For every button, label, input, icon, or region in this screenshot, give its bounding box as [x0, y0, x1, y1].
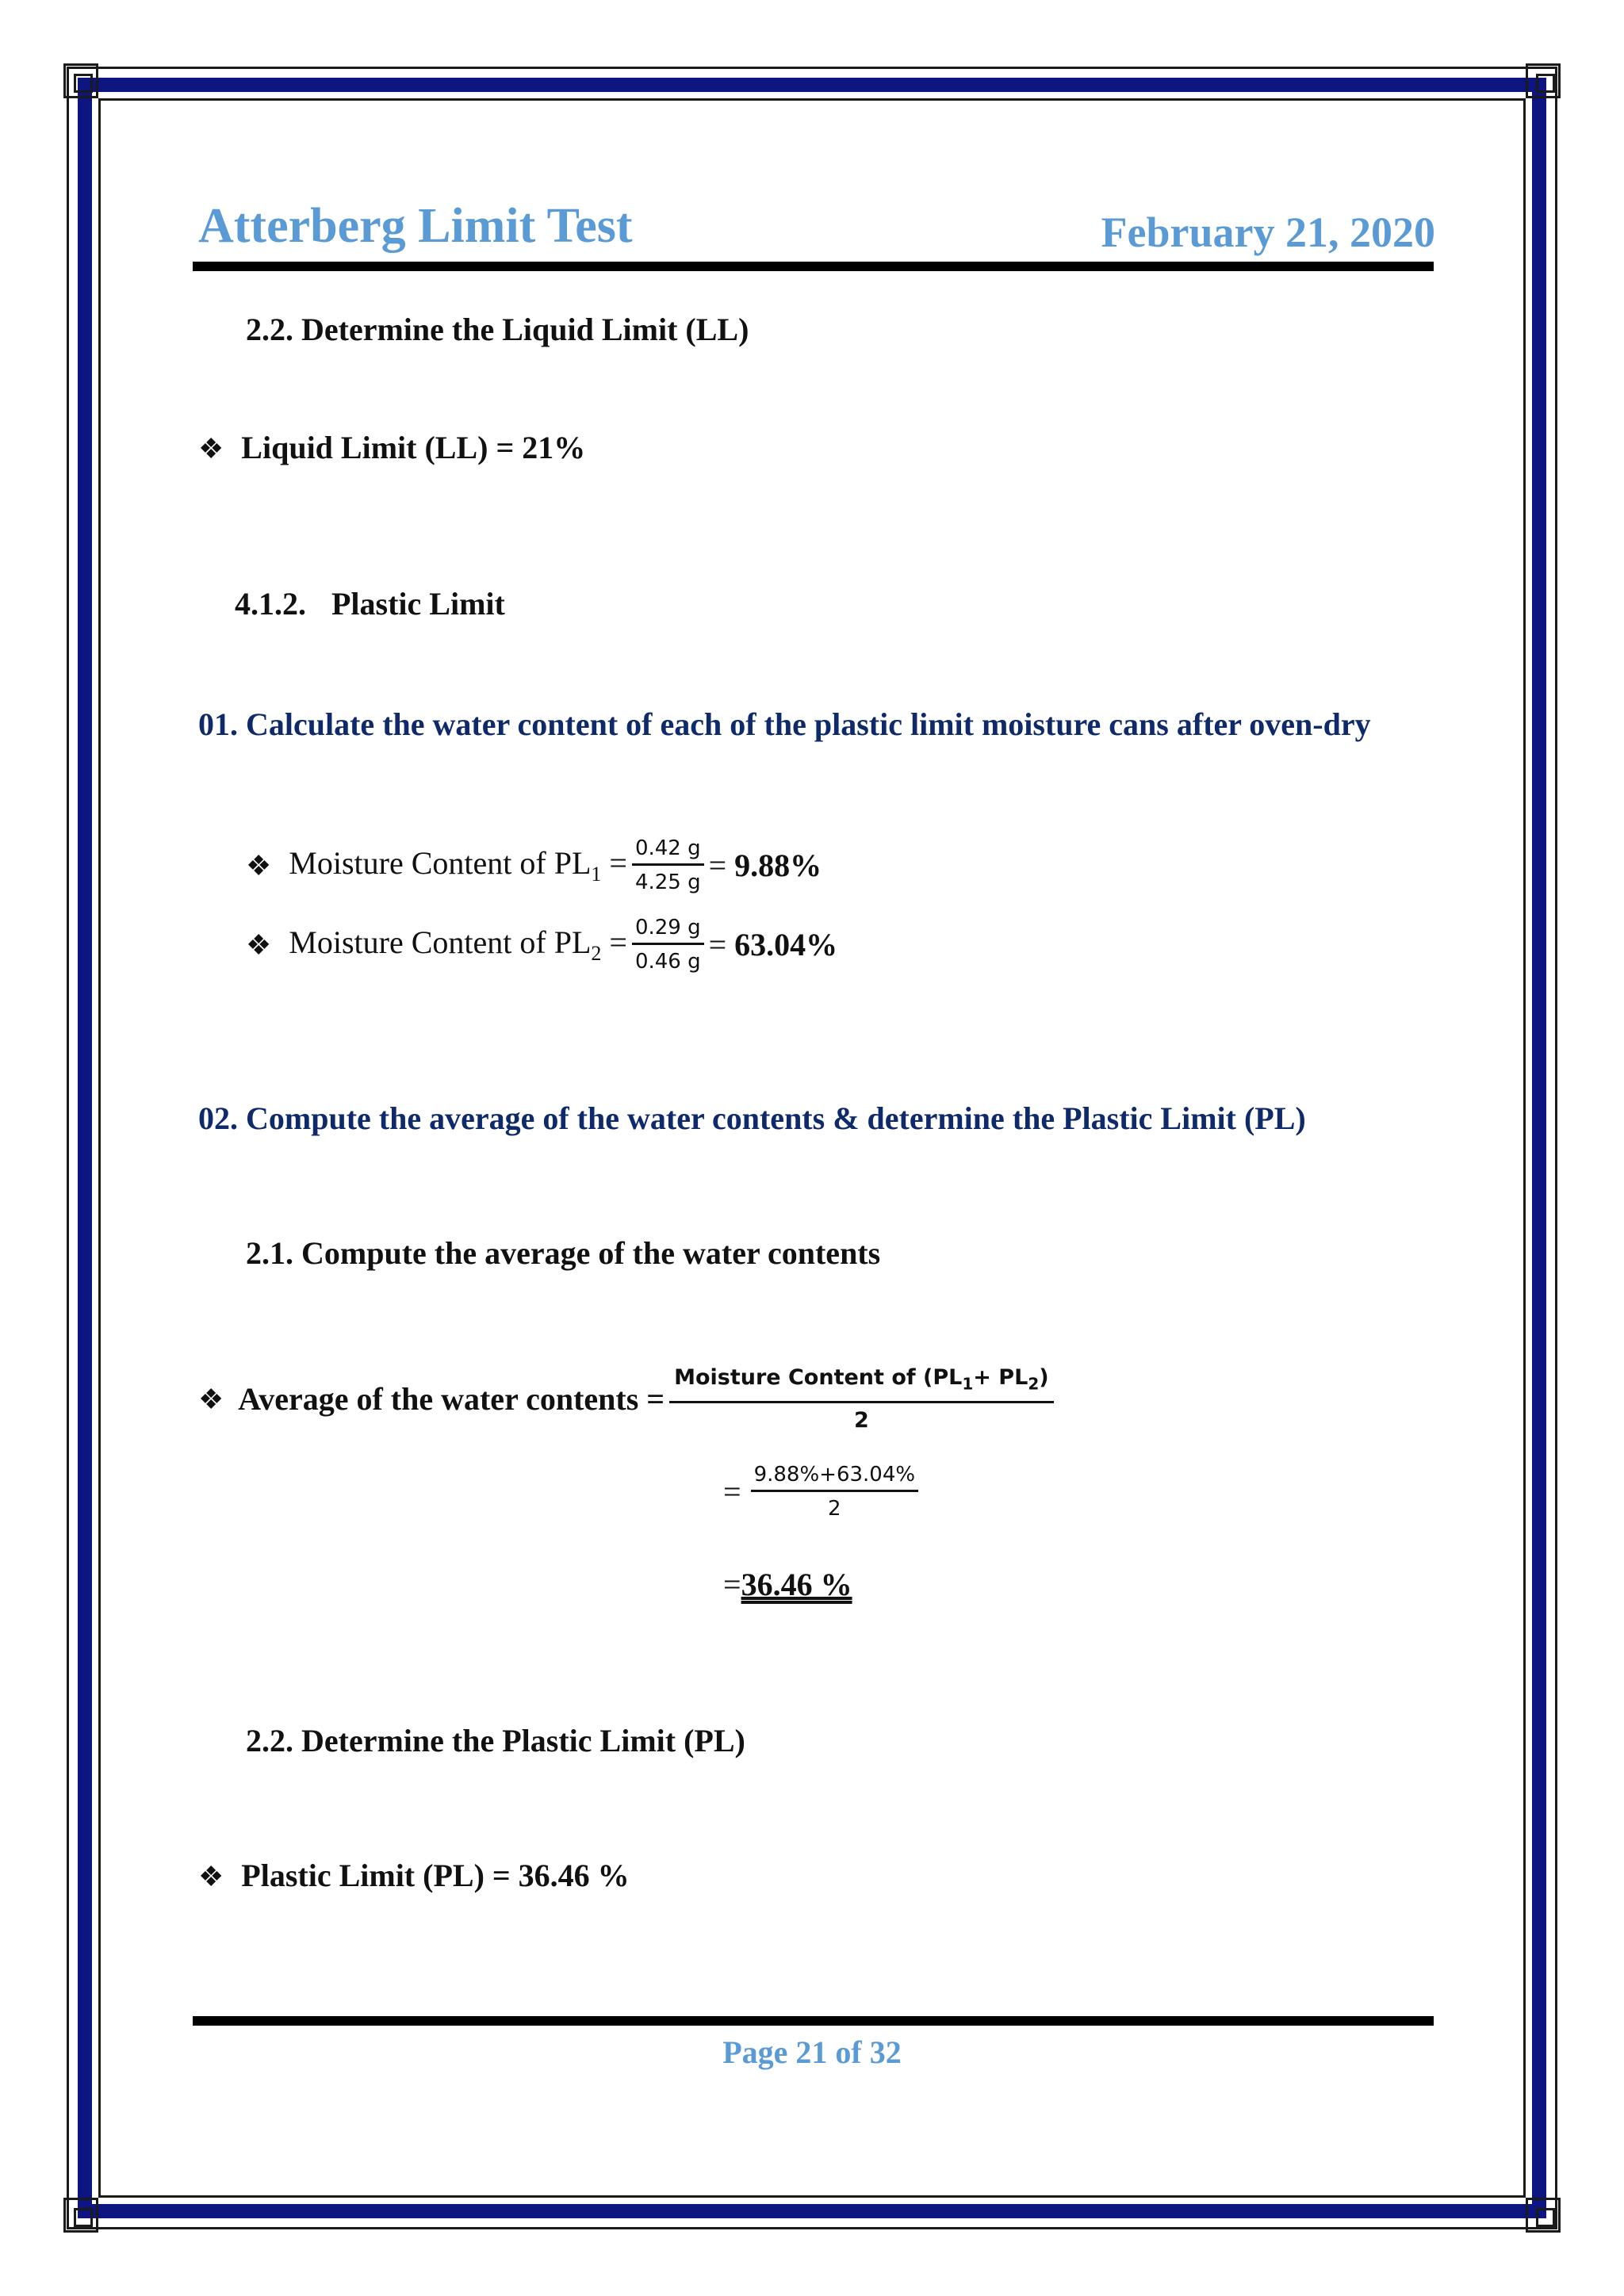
ll-result: Liquid Limit (LL) = 21%: [241, 430, 586, 465]
pl-result-row: [198, 1857, 630, 1894]
step2-heading: 02. Compute the average of the water contents & determine the Plastic Limit (PL): [198, 1100, 1306, 1136]
mc2-denominator: 0.46 g: [634, 950, 701, 974]
mc1-result: 9.88%: [734, 848, 822, 883]
avg-substitution-row: = $\frac{9.88\%+63.04\%}{2}$: [723, 1463, 923, 1521]
pl-section-title: Plastic Limit: [331, 586, 505, 622]
mc2-label: Moisture Content of PL: [289, 924, 592, 960]
corner-ornament-top-left: [63, 63, 98, 98]
diamond-bullet-icon: ❖: [246, 928, 272, 961]
ll-result-row: [198, 429, 585, 466]
avg-substitution-numerator: 9.88%+63.04%: [751, 1463, 919, 1492]
pl-heading: 2.2. Determine the Plastic Limit (PL): [246, 1723, 745, 1758]
avg-heading: 2.1. Compute the average of the water contents: [246, 1235, 881, 1271]
avg-row: [198, 1365, 1059, 1433]
avg-label: Average of the water contents =: [238, 1381, 665, 1418]
header-rule: [193, 262, 1434, 271]
avg-substitution-denominator: 2: [828, 1497, 841, 1521]
corner-ornament-bottom-right: [1526, 2198, 1561, 2233]
document-date: February 21, 2020: [1101, 209, 1435, 256]
footer-rule: [193, 2016, 1434, 2026]
avg-result: 36.46 %: [741, 1567, 852, 1602]
avg-formula: $\frac{Moisture Content of (PL_1+ PL_2)}{2}$: [669, 1365, 1053, 1433]
mc2-fraction: [632, 916, 704, 974]
corner-ornament-bottom-left: [63, 2198, 98, 2233]
avg-formula-numerator: Moisture Content of (PL: [674, 1365, 963, 1390]
diamond-bullet-icon: ❖: [198, 433, 224, 465]
pl-result: Plastic Limit (PL) = 36.46 %: [241, 1858, 630, 1893]
pl-section-number: 4.1.2.: [235, 586, 306, 622]
diamond-bullet-icon: ❖: [198, 1383, 224, 1415]
mc1-numerator: 0.42 g: [632, 836, 704, 866]
page-number: Page 21 of 32: [722, 2034, 902, 2070]
mc1-label: Moisture Content of PL: [289, 845, 592, 881]
avg-result-row: =36.46 %: [723, 1567, 852, 1602]
corner-ornament-top-right: [1526, 63, 1561, 98]
avg-substitution: [751, 1463, 919, 1521]
diamond-bullet-icon: ❖: [198, 1861, 224, 1892]
mc2-subscript: 2: [591, 942, 602, 965]
pl-section-heading: [235, 585, 505, 622]
step1-heading: 01. Calculate the water content of each of the plastic limit moisture cans after oven-dry: [198, 706, 1371, 742]
mc2-result: 63.04%: [734, 927, 838, 962]
avg-formula-denominator: 2: [853, 1408, 869, 1433]
document-title: Atterberg Limit Test: [198, 199, 633, 253]
mc2-row: ❖ Moisture Content of $PL_2$ = $\frac{0.29 g}{0.46 g}$ = 63.04%: [246, 916, 838, 974]
mc1-fraction: [632, 836, 704, 894]
diamond-bullet-icon: ❖: [246, 849, 272, 882]
mc1-row: ❖ Moisture Content of $PL_1$ = $\frac{0.42 g}{4.25 g}$ = 9.88%: [246, 836, 822, 894]
mc1-subscript: 1: [591, 863, 602, 886]
mc1-denominator: 4.25 g: [634, 871, 701, 894]
ll-heading: 2.2. Determine the Liquid Limit (LL): [246, 312, 749, 347]
mc2-numerator: 0.29 g: [632, 916, 704, 945]
